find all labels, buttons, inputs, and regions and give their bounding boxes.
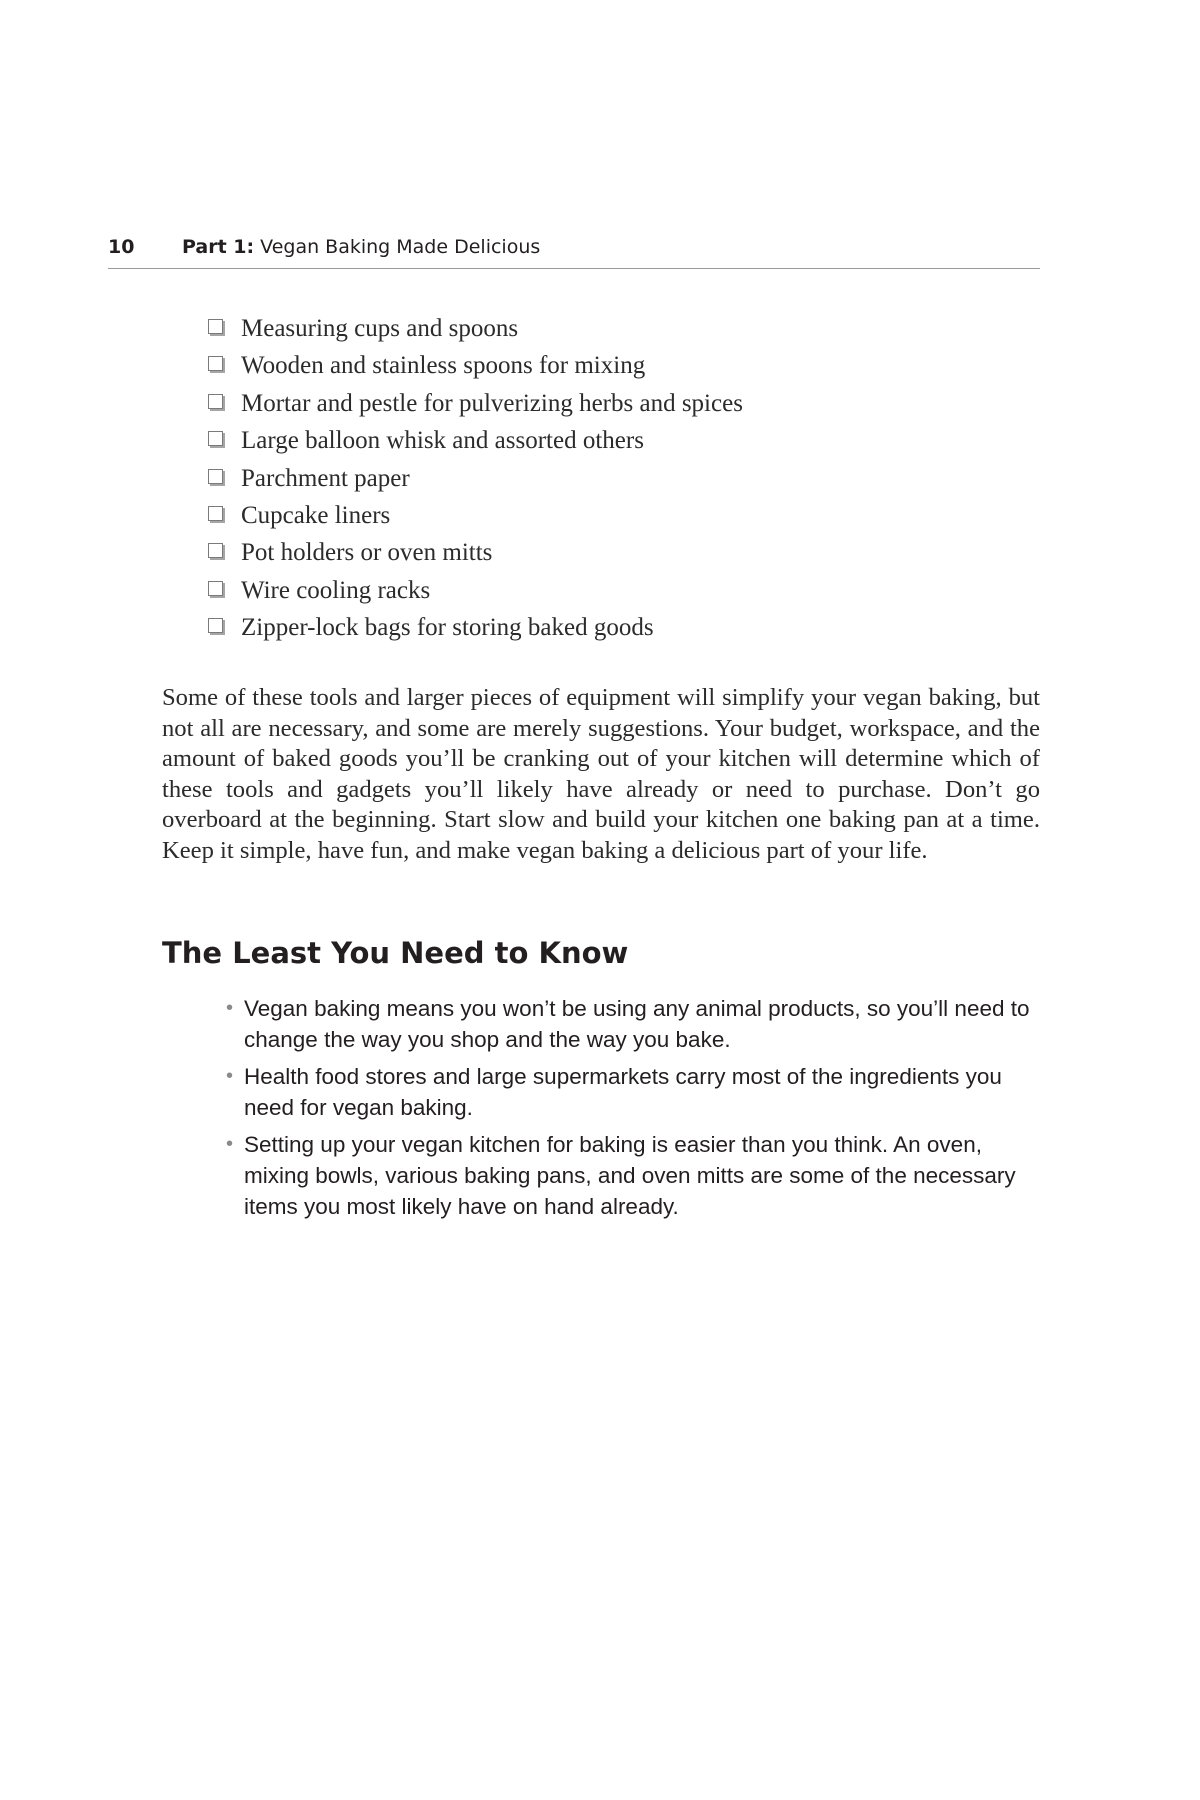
summary-bullet-list: [222, 993, 1042, 1228]
checklist-item: Parchment paper: [208, 460, 743, 497]
checklist-item: Wire cooling racks: [208, 572, 743, 609]
checklist-item: Mortar and pestle for pulverizing herbs and spices: [208, 385, 743, 422]
bullet-icon: •: [226, 1133, 234, 1155]
checkbox-icon: [208, 319, 223, 334]
checklist-item: Large balloon whisk and assorted others: [208, 422, 743, 459]
checklist-item: Wooden and stainless spoons for mixing: [208, 347, 743, 384]
equipment-checklist: [208, 310, 743, 647]
running-header: [108, 232, 1040, 269]
checkbox-icon: [208, 581, 223, 596]
body-paragraph: Some of these tools and larger pieces of equipment will simplify your vegan baking, but not all are necessary, and some are merely suggestions. Your budget, workspace, and the amount of baked goods you’ll be cranking out of your kitchen will determine which of these tools and gadgets you’ll likely have already or need to purchase. Don’t go overboard at the beginning. Start slow and build your kitchen one baking pan at a time. Keep it simple, have fun, and make vegan baking a delicious part of your life.: [162, 684, 1040, 864]
checklist-item: Pot holders or oven mitts: [208, 534, 743, 571]
part-title: Vegan Baking Made Delicious: [260, 236, 541, 258]
checklist-item: Cupcake liners: [208, 497, 743, 534]
bullet-icon: •: [226, 1065, 234, 1087]
checkbox-icon: [208, 543, 223, 558]
part-label: Part 1:: [182, 236, 255, 258]
checkbox-icon: [208, 431, 223, 446]
checkbox-icon: [208, 356, 223, 371]
checklist-item: Zipper-lock bags for storing baked goods: [208, 609, 743, 646]
page-number: 10: [108, 236, 135, 258]
bullet-icon: •: [226, 997, 234, 1019]
summary-bullet: • Vegan baking means you won’t be using any animal products, so you’ll need to change the way you shop and the way you bake.: [222, 993, 1042, 1055]
summary-bullet: • Setting up your vegan kitchen for baking is easier than you think. An oven, mixing bowls, various baking pans, and oven mitts are some of the necessary items you most likely have on hand already.: [222, 1129, 1042, 1222]
section-heading: The Least You Need to Know: [162, 936, 629, 970]
checkbox-icon: [208, 394, 223, 409]
checkbox-icon: [208, 506, 223, 521]
checkbox-icon: [208, 618, 223, 633]
running-title: [182, 236, 540, 258]
checklist-item: Measuring cups and spoons: [208, 310, 743, 347]
summary-bullet: • Health food stores and large supermarkets carry most of the ingredients you need for vegan baking.: [222, 1061, 1042, 1123]
checkbox-icon: [208, 469, 223, 484]
